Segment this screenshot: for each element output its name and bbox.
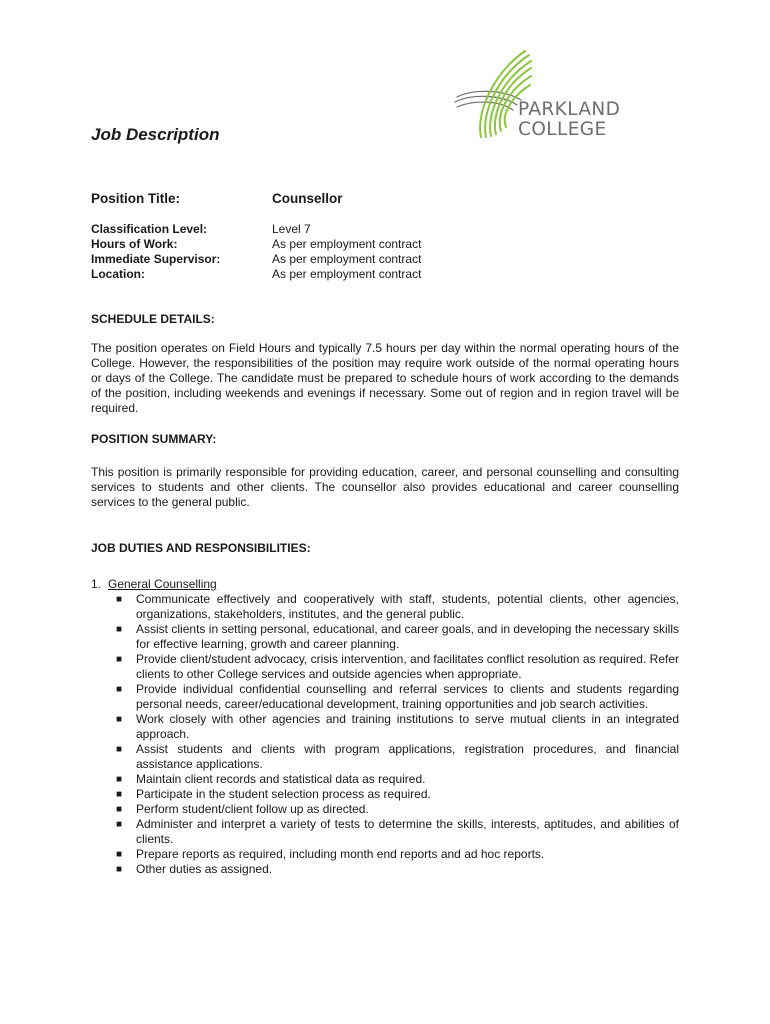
list-item <box>91 817 679 847</box>
hours-value: As per employment contract <box>272 237 422 251</box>
position-title-value: Counsellor <box>272 191 343 206</box>
schedule-heading: SCHEDULE DETAILS: <box>91 312 215 326</box>
bullet-icon: ■ <box>116 744 123 755</box>
duty-text: Perform student/client follow up as directed. <box>136 802 369 816</box>
duty-text: Maintain client records and statistical data as required. <box>136 772 426 786</box>
list-item <box>91 682 679 712</box>
summary-heading: POSITION SUMMARY: <box>91 432 217 446</box>
bullet-icon: ■ <box>116 804 123 815</box>
classification-value: Level 7 <box>272 222 311 236</box>
position-title-label: Position Title: <box>91 191 181 206</box>
schedule-text: The position operates on Field Hours and typically 7.5 hours per day within the normal operating hours of the College. However, the responsibilities of the position may require work outside of the normal operating hours or days of the College. The candidate must be prepared to schedule hours of work according to the demands of the position, including weekends and evenings if necessary. Some out of region and in region travel will be required. <box>91 341 679 415</box>
bullet-icon: ■ <box>116 684 123 695</box>
list-item <box>91 787 679 802</box>
list-item <box>91 862 679 877</box>
summary-text: This position is primarily responsible for providing education, career, and personal counselling and consulting services to students and other clients. The counsellor also provides educational and career counselling services to the general public. <box>91 465 679 509</box>
duty-text: Prepare reports as required, including month end reports and ad hoc reports. <box>136 847 545 861</box>
duties-list <box>91 592 679 877</box>
duties-section <box>91 577 679 877</box>
supervisor-label: Immediate Supervisor: <box>91 252 221 266</box>
duty-text: Provide individual confidential counselling and referral services to clients and students regarding personal needs, career/educational development, training opportunities and job search activities. <box>136 682 679 711</box>
list-item <box>91 592 679 622</box>
list-item <box>91 772 679 787</box>
section-number: 1. <box>91 577 102 591</box>
bullet-icon: ■ <box>116 624 123 635</box>
logo-line-1: PARKLAND <box>518 99 621 120</box>
duty-text: Provide client/student advocacy, crisis intervention, and facilitates conflict resolution as required. Refer clients to other College services and outside agencies when appropriate. <box>136 652 679 681</box>
duty-text: Communicate effectively and cooperatively with staff, students, potential clients, other agencies, organizations, stakeholders, institutes, and the general public. <box>136 592 679 621</box>
bullet-icon: ■ <box>116 594 123 605</box>
duty-text: Participate in the student selection process as required. <box>136 787 431 801</box>
supervisor-value: As per employment contract <box>272 252 422 266</box>
meta-values <box>272 222 421 282</box>
list-item <box>91 847 679 862</box>
document-title: Job Description <box>91 125 220 144</box>
list-item <box>91 712 679 742</box>
duties-heading: JOB DUTIES AND RESPONSIBILITIES: <box>91 541 311 555</box>
hours-label: Hours of Work: <box>91 237 178 251</box>
duty-text: Assist clients in setting personal, educational, and career goals, and in developing the necessary skills for effective learning, growth and career planning. <box>136 622 679 651</box>
college-name <box>518 100 620 140</box>
classification-label: Classification Level: <box>91 222 208 236</box>
bullet-icon: ■ <box>116 819 123 830</box>
list-item <box>91 802 679 817</box>
duty-text: Assist students and clients with program applications, registration procedures, and financial assistance applications. <box>136 742 679 771</box>
list-item <box>91 622 679 652</box>
bullet-icon: ■ <box>116 789 123 800</box>
location-value: As per employment contract <box>272 267 422 281</box>
logo-line-2: COLLEGE <box>518 119 607 140</box>
location-label: Location: <box>91 267 145 281</box>
list-item <box>91 652 679 682</box>
list-item <box>91 742 679 772</box>
bullet-icon: ■ <box>116 714 123 725</box>
bullet-icon: ■ <box>116 654 123 665</box>
duties-subsection-title <box>91 577 679 592</box>
duty-text: Other duties as assigned. <box>136 862 273 876</box>
bullet-icon: ■ <box>116 849 123 860</box>
bullet-icon: ■ <box>116 864 123 875</box>
bullet-icon: ■ <box>116 774 123 785</box>
section-title: General Counselling <box>108 577 217 591</box>
meta-labels <box>91 222 220 282</box>
duty-text: Administer and interpret a variety of tests to determine the skills, interests, aptitudes, and abilities of clients. <box>136 817 679 846</box>
duty-text: Work closely with other agencies and training institutions to serve mutual clients in an integrated approach. <box>136 712 679 741</box>
